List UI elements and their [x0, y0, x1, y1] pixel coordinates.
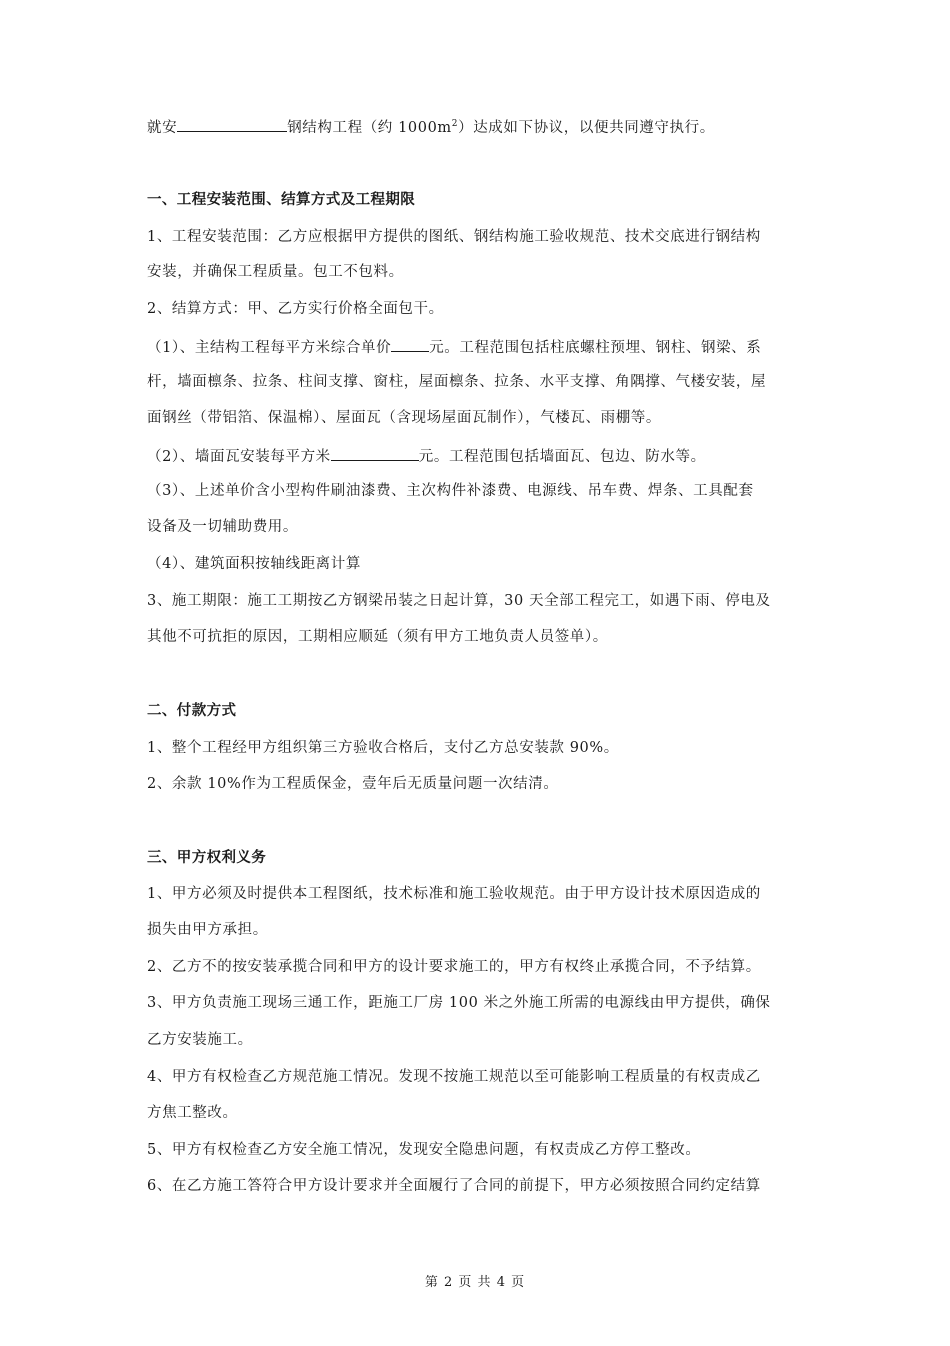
section3-item4-line1: 4、甲方有权检查乙方规范施工情况。发现不按施工规范以至可能影响工程质量的有权责成乙 [147, 1069, 761, 1085]
section1-item3-line1: （3）、上述单价含小型构件刷油漆费、主次构件补漆费、电源线、吊车费、焊条、工具配套 [147, 483, 754, 499]
section3-item3-line2: 乙方安装施工。 [147, 1032, 253, 1048]
intro-suffix: ）达成如下协议，以便共同遵守执行。 [458, 120, 715, 136]
section3-item3-line1: 3、甲方负责施工现场三通工作，距施工厂房 100 米之外施工所需的电源线由甲方提供，确保 [147, 995, 771, 1011]
section1-item1-line3: 面钢丝（带铝箔、保温棉）、屋面瓦（含现场屋面瓦制作），气楼瓦、雨棚等。 [147, 410, 661, 426]
intro-prefix: 就安 [147, 120, 178, 136]
section1-heading: 一、工程安装范围、结算方式及工程期限 [147, 192, 416, 208]
section1-item3-line2: 设备及一切辅助费用。 [147, 519, 298, 535]
section3-item5: 5、甲方有权检查乙方安全施工情况，发现安全隐患问题，有权责成乙方停工整改。 [147, 1142, 701, 1158]
section2-payment1: 1、整个工程经甲方组织第三方验收合格后，支付乙方总安装款 90%。 [147, 740, 619, 756]
section3-item1-line2: 损失由甲方承担。 [147, 922, 268, 938]
item1-text-a: （1）、主结构工程每平方米综合单价 [147, 340, 392, 356]
section1-scope-line1: 1、工程安装范围：乙方应根据甲方提供的图纸、钢结构施工验收规范、技术交底进行钢结构 [147, 229, 761, 245]
section1-item2 [147, 445, 706, 467]
intro-line [147, 116, 715, 138]
section1-scope-line2: 安装，并确保工程质量。包工不包料。 [147, 264, 404, 280]
section2-heading: 二、付款方式 [147, 703, 237, 719]
wall-price-blank [331, 445, 419, 461]
unit-price-blank [391, 336, 429, 352]
item2-text-b: 元。工程范围包括墙面瓦、包边、防水等。 [418, 449, 706, 465]
section3-item6: 6、在乙方施工答符合甲方设计要求并全面履行了合同的前提下，甲方必须按照合同约定结算 [147, 1178, 761, 1194]
section1-item4: （4）、建筑面积按轴线距离计算 [147, 556, 361, 572]
section1-period-line1: 3、施工期限：施工工期按乙方钢梁吊装之日起计算，30 天全部工程完工，如遇下雨、停电及 [147, 593, 771, 609]
section3-item1-line1: 1、甲方必须及时提供本工程图纸，技术标准和施工验收规范。由于甲方设计技术原因造成的 [147, 886, 761, 902]
section1-period-line2: 其他不可抗拒的原因，工期相应顺延（须有甲方工地负责人员签单）。 [147, 629, 608, 645]
page-footer: 第 2 页 共 4 页 [424, 1275, 526, 1290]
section3-item4-line2: 方焦工整改。 [147, 1105, 238, 1121]
section1-settlement: 2、结算方式：甲、乙方实行价格全面包干。 [147, 301, 444, 317]
item1-text-b: 元。工程范围包括柱底螺柱预埋、钢柱、钢梁、系 [429, 340, 762, 356]
section3-item2: 2、乙方不的按安装承揽合同和甲方的设计要求施工的，甲方有权终止承揽合同，不予结算。 [147, 959, 761, 975]
item2-text-a: （2）、墙面瓦安装每平方米 [147, 449, 331, 465]
intro-text: 钢结构工程（约 1000m [287, 120, 452, 136]
section3-heading: 三、甲方权利义务 [147, 850, 267, 866]
project-name-blank [177, 116, 287, 132]
section2-payment2: 2、余款 10%作为工程质保金，壹年后无质量问题一次结清。 [147, 776, 559, 792]
intro-sup: 2 [451, 119, 459, 130]
section1-item1-line1 [147, 336, 761, 358]
section1-item1-line2: 杆，墙面檩条、拉条、柱间支撑、窗柱，屋面檩条、拉条、水平支撑、角隅撑、气楼安装，屋 [147, 374, 767, 390]
